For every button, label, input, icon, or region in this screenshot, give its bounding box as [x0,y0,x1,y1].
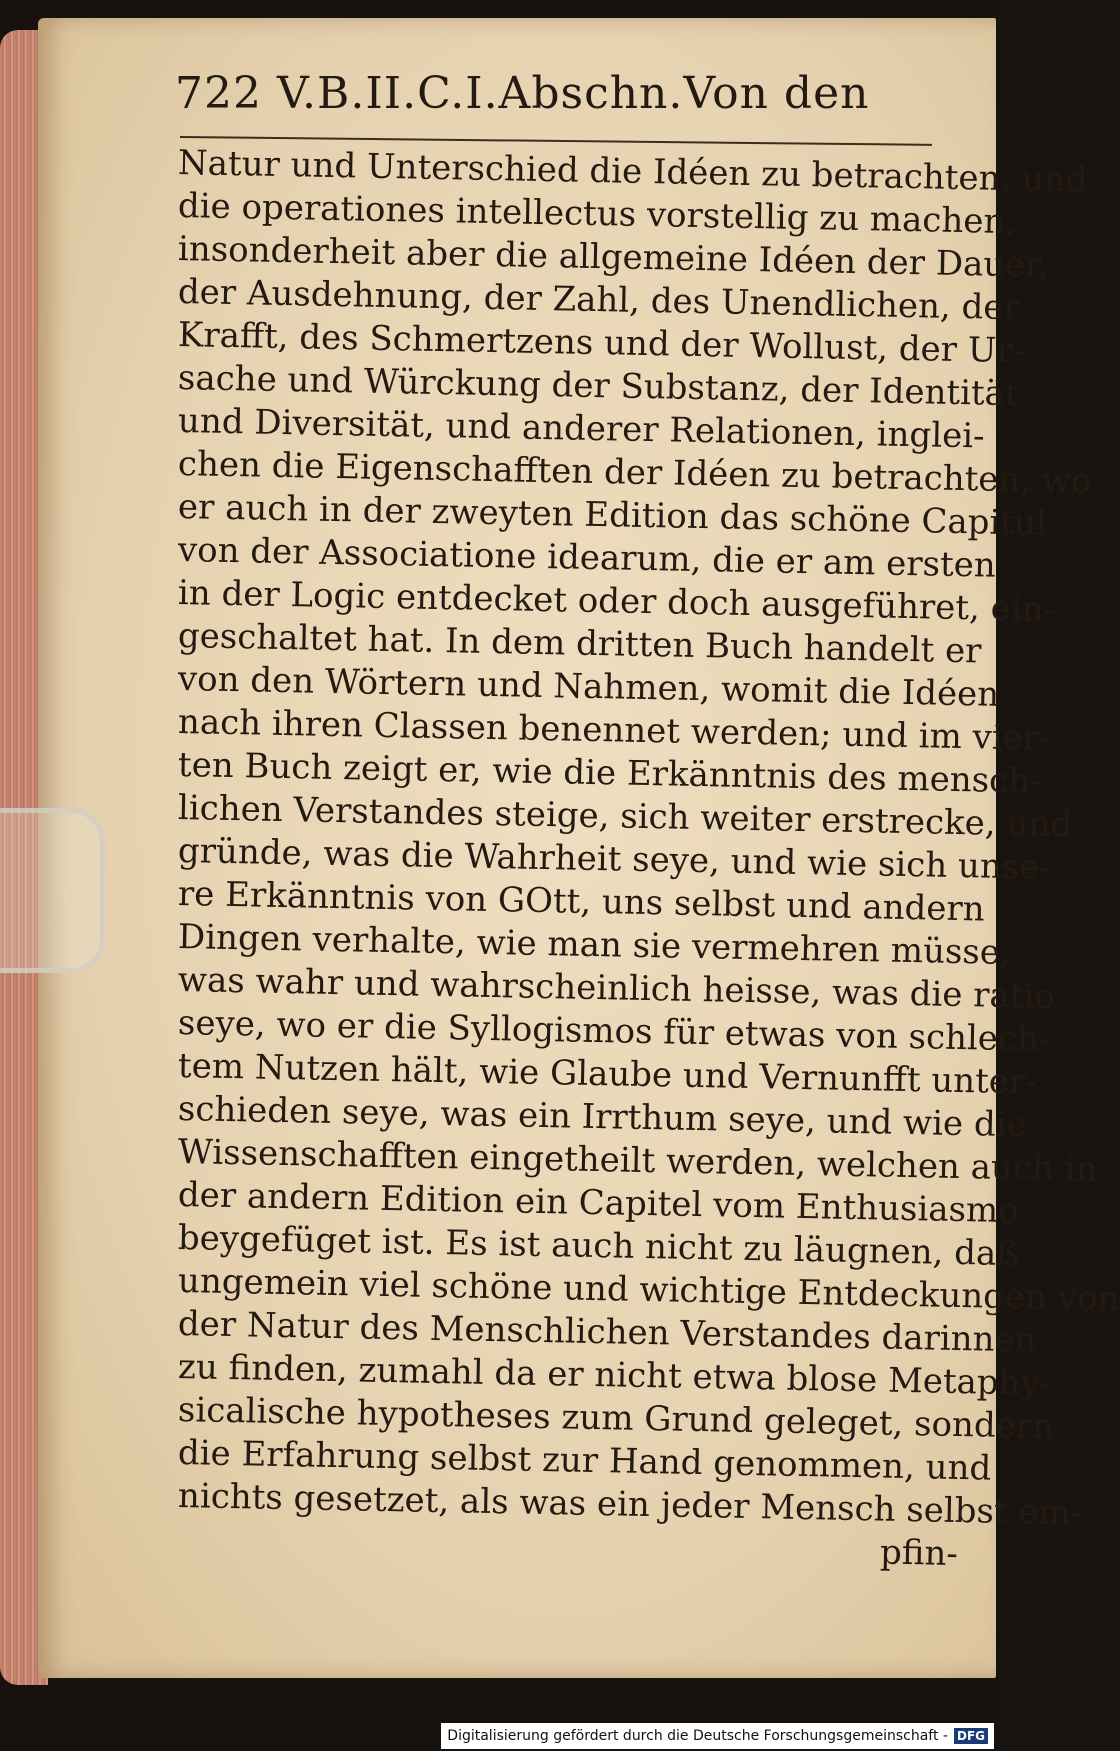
text-line: ten Buch zeigt er, wie die Erkänntnis des mensch- [177,745,1042,802]
text-line: nach ihren Classen benennet werden; und im vier- [177,702,1051,759]
text-line: ungemein viel schöne und wichtige Entdeckungen von [177,1261,1120,1320]
text-line: sache und Würckung der Substanz, der Identität [177,358,1019,415]
text-line: der Ausdehnung, der Zahl, des Unendlichen, der [177,272,1021,329]
text-line: sicalische hypotheses zum Grund geleget, sondern [177,1390,1055,1447]
text-line: die operationes intellectus vorstellig zu machen, [177,186,1017,243]
text-line: der Natur des Menschlichen Verstandes darinnen [177,1304,1037,1361]
text-line: was wahr und wahrscheinlich heisse, was die ratio [177,960,1056,1017]
text-line: von den Wörtern und Nahmen, womit die Idéen [177,659,1000,715]
digitization-credit [441,1723,994,1749]
text-line: er auch in der zweyten Edition das schöne Capitul [177,487,1048,544]
text-line: zu finden, zumahl da er nicht etwa blose Metaphy- [177,1347,1052,1404]
text-line: der andern Edition ein Capitel vom Enthusiasmo [177,1175,1020,1232]
text-line: von der Associatione idearum, die er am ersten [177,530,997,586]
text-line: nichts gesetzet, als was ein jeder Mensch selbst em- [177,1476,1083,1534]
credit-text: Digitalisierung gefördert durch die Deutsche Forschungsgemeinschaft - [447,1728,948,1744]
text-line: die Erfahrung selbst zur Hand genommen, und [177,1433,992,1489]
text-line: Natur und Unterschied die Idéen zu betrachten, und [177,143,1088,201]
text-line: seye, wo er die Syllogismos für etwas von schlech- [177,1003,1051,1060]
text-line: gründe, was die Wahrheit seye, und wie sich unse- [177,831,1052,888]
body-text [177,142,1120,1574]
text-line: tem Nutzen hält, wie Glaube und Vernunfft unter- [177,1046,1038,1103]
text-line: schieden seye, was ein Irrthum seye, und wie die [177,1089,1028,1146]
text-line: in der Logic entdecket oder doch ausgeführet, ein- [177,573,1056,630]
text-line: Krafft, des Schmertzens und der Wollust, der Ur- [177,315,1025,372]
text-line: chen die Eigenschafften der Idéen zu betrachten, wo [177,444,1092,502]
text-line: insonderheit aber die allgemeine Idéen der Dauer, [177,229,1050,286]
page-clip [0,808,105,973]
catchword: pfin- [879,1532,959,1574]
text-line: beygefüget ist. Es ist auch nicht zu läugnen, daß [177,1218,1020,1275]
text-line: lichen Verstandes steige, sich weiter erstrecke, und [177,788,1073,846]
text-line: und Diversität, und anderer Relationen, inglei- [177,401,986,457]
text-line: geschaltet hat. In dem dritten Buch handelt er [177,616,982,672]
dfg-logo: DFG [954,1728,988,1744]
text-line: re Erkänntnis von GOtt, uns selbst und andern [177,874,985,930]
text-line: Wissenschafften eingetheilt werden, welchen auch in [177,1132,1098,1190]
text-line: Dingen verhalte, wie man sie vermehren müsse, [177,917,1012,973]
running-header: 722 V.B.II.C.I.Abschn.Von den [175,68,870,119]
